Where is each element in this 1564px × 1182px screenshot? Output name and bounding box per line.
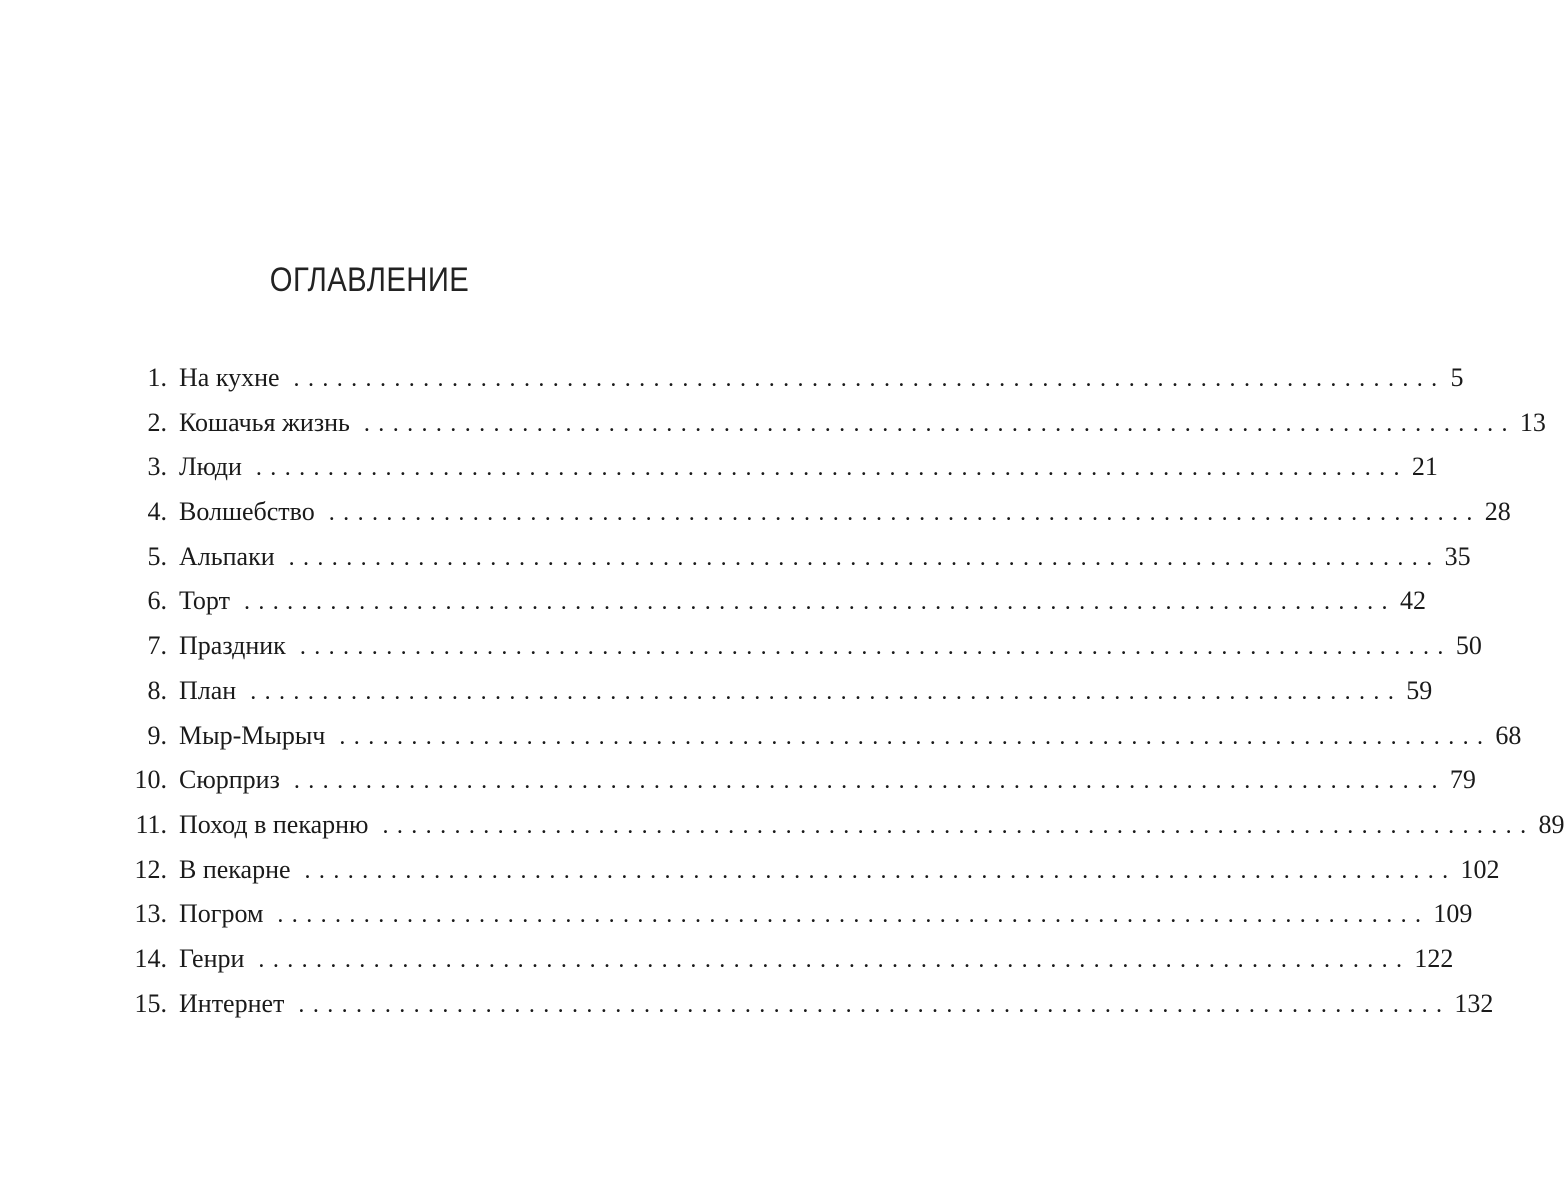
toc-dot-leader: ................................................................................ — [258, 946, 1411, 973]
toc-entry-title: В пекарне — [179, 854, 291, 884]
toc-entry-page: 132 — [1454, 988, 1494, 1018]
toc-dot-leader: ................................................................................ — [288, 544, 1441, 571]
toc-entry-title: Генри — [179, 943, 245, 973]
toc-entry-page: 28 — [1484, 497, 1511, 527]
toc-entry[interactable] — [120, 669, 1433, 714]
toc-entry-page: 42 — [1399, 586, 1426, 616]
toc-entry-page: 21 — [1411, 452, 1438, 482]
toc-dot-leader: ................................................................................ — [243, 589, 1396, 616]
toc-dot-leader: ................................................................................ — [382, 812, 1535, 839]
toc-entry[interactable] — [120, 714, 1522, 759]
toc-entry[interactable] — [120, 445, 1438, 490]
toc-entry-page: 13 — [1519, 407, 1546, 437]
page-title: ОГЛАВЛЕНИЕ — [269, 260, 470, 299]
toc-entry-page: 59 — [1406, 675, 1433, 705]
toc-entry-page: 109 — [1433, 899, 1473, 929]
toc-entry-number: 9. — [147, 720, 167, 750]
toc-dot-leader: ................................................................................ — [299, 634, 1452, 661]
toc-entry-number: 7. — [147, 631, 167, 661]
toc-entry-page: 50 — [1455, 631, 1482, 661]
toc-entry-page: 89 — [1538, 809, 1564, 839]
toc-dot-leader: ................................................................................ — [250, 678, 1403, 705]
toc-entry-page: 35 — [1444, 541, 1471, 571]
toc-entry-page: 102 — [1460, 854, 1500, 884]
toc-entry-number: 4. — [147, 497, 167, 527]
toc-entry[interactable] — [120, 758, 1476, 803]
toc-dot-leader: ................................................................................ — [363, 410, 1516, 437]
toc-entry[interactable] — [120, 356, 1464, 401]
toc-entry-number: 3. — [147, 452, 167, 482]
table-of-contents — [120, 356, 1564, 1026]
toc-entry-page: 79 — [1449, 765, 1476, 795]
toc-dot-leader: ................................................................................ — [277, 902, 1430, 929]
toc-entry-number: 12. — [134, 854, 167, 884]
toc-entry-number: 11. — [135, 809, 167, 839]
toc-entry[interactable] — [120, 937, 1454, 982]
toc-entry-title: Погром — [179, 899, 264, 929]
toc-entry-title: Альпаки — [179, 541, 275, 571]
toc-entry-number: 2. — [147, 407, 167, 437]
toc-entry[interactable] — [120, 401, 1546, 446]
toc-entry-title: Торт — [179, 586, 230, 616]
toc-dot-leader: ................................................................................ — [339, 723, 1492, 750]
toc-entry-page: 122 — [1414, 943, 1454, 973]
toc-entry-title: Люди — [179, 452, 242, 482]
toc-dot-leader: ................................................................................ — [293, 768, 1446, 795]
toc-entry[interactable] — [120, 848, 1500, 893]
toc-entry-title: Поход в пекарню — [179, 809, 369, 839]
toc-dot-leader: ................................................................................ — [293, 366, 1446, 392]
toc-entry[interactable] — [120, 624, 1482, 669]
toc-entry[interactable] — [120, 982, 1494, 1027]
toc-entry-title: Интернет — [179, 988, 285, 1018]
toc-dot-leader: ................................................................................ — [328, 500, 1481, 527]
toc-entry-title: Волшебство — [179, 497, 315, 527]
toc-entry-number: 14. — [134, 943, 167, 973]
toc-entry-number: 13. — [134, 899, 167, 929]
toc-entry-number: 15. — [134, 988, 167, 1018]
toc-entry-title: Сюрприз — [179, 765, 280, 795]
toc-dot-leader: ................................................................................ — [304, 857, 1457, 884]
toc-entry[interactable] — [120, 579, 1426, 624]
toc-entry[interactable] — [120, 490, 1511, 535]
toc-entry-page: 68 — [1495, 720, 1522, 750]
toc-entry-number: 6. — [147, 586, 167, 616]
toc-entry[interactable] — [120, 803, 1564, 848]
toc-entry-title: Праздник — [179, 631, 286, 661]
toc-entry-number: 10. — [134, 765, 167, 795]
toc-entry-title: План — [179, 675, 237, 705]
toc-entry-number: 1. — [147, 363, 167, 392]
toc-entry-title: На кухне — [179, 363, 280, 392]
toc-entry-page: 5 — [1450, 363, 1464, 392]
toc-entry-number: 5. — [147, 541, 167, 571]
toc-entry[interactable] — [120, 535, 1471, 580]
toc-dot-leader: ................................................................................ — [255, 455, 1408, 482]
toc-entry-title: Мыр-Мырыч — [179, 720, 326, 750]
toc-entry[interactable] — [120, 892, 1473, 937]
toc-dot-leader: ................................................................................ — [298, 991, 1451, 1018]
toc-entry-number: 8. — [147, 675, 167, 705]
toc-entry-title: Кошачья жизнь — [179, 407, 350, 437]
